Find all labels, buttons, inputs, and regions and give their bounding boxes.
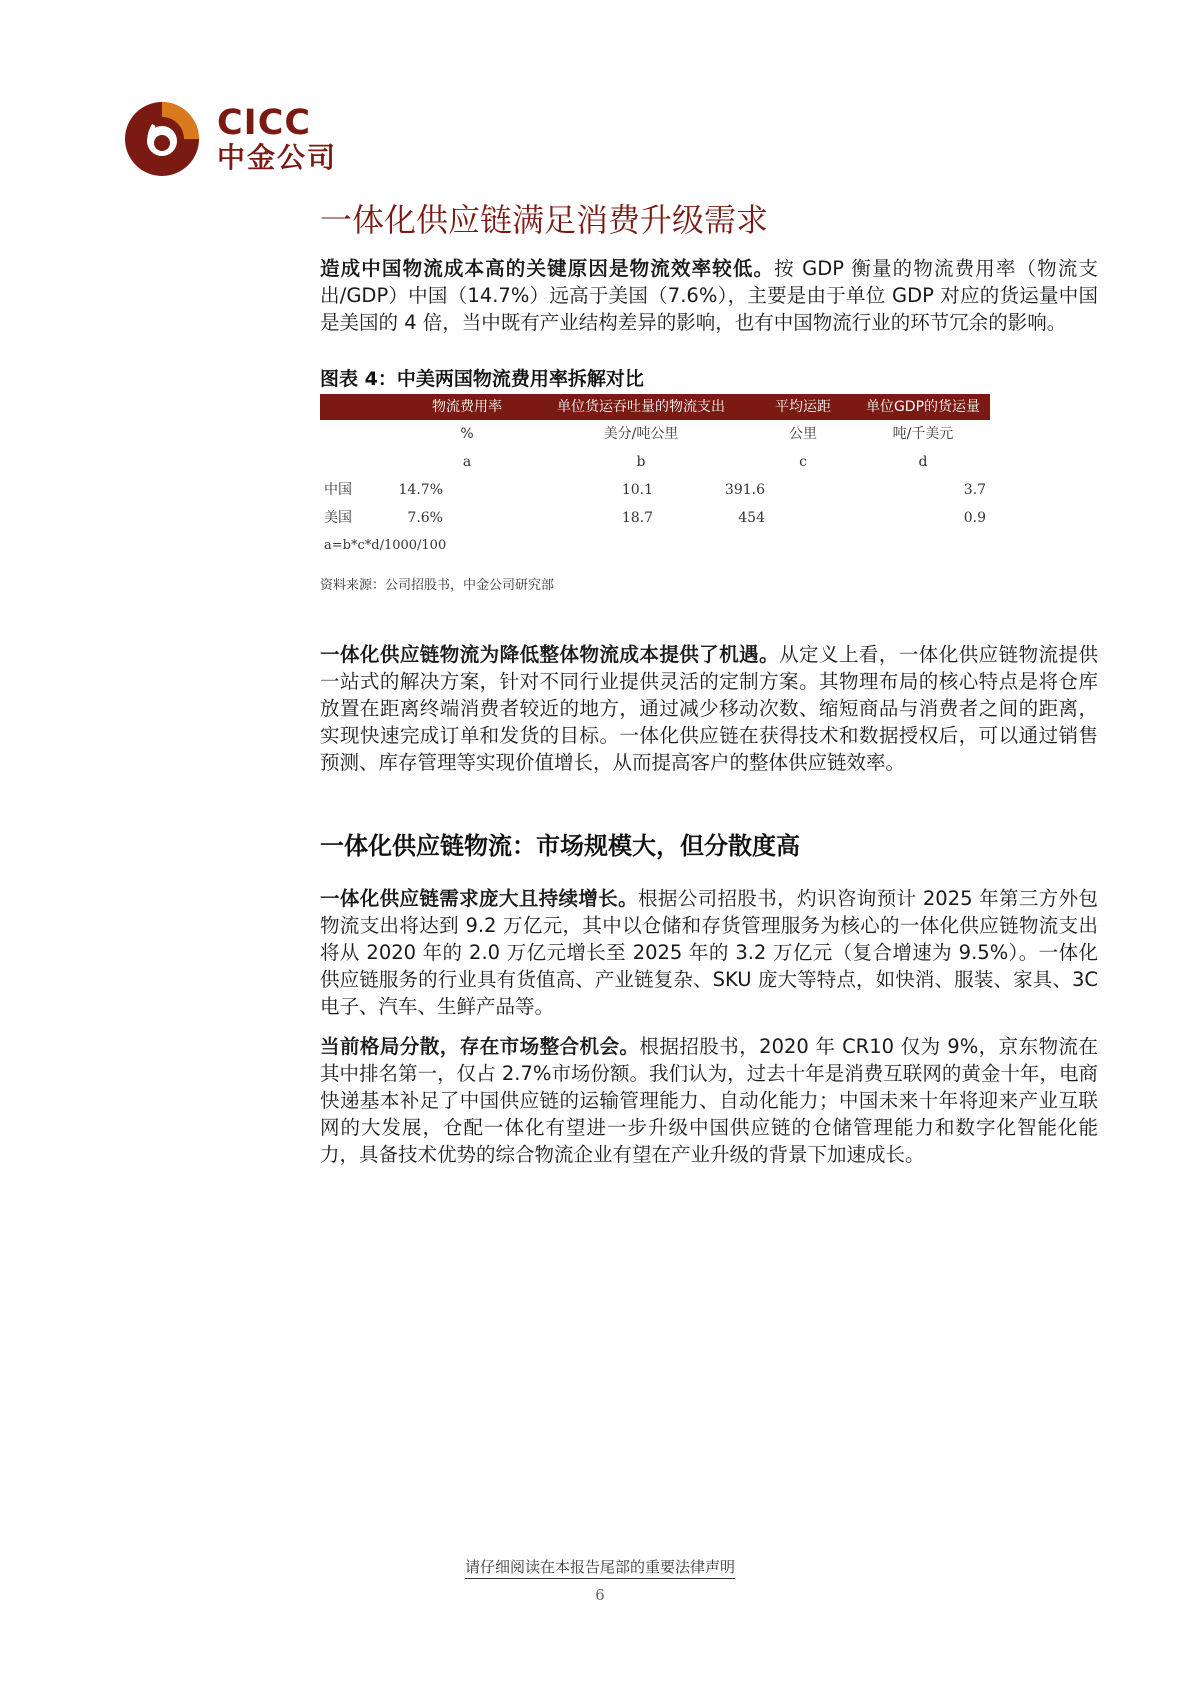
paragraph-2-body: 从定义上看，一体化供应链物流提供一站式的解决方案，针对不同行业提供灵活的定制方案。其物理布局的核心特点是将仓库放置在距离终端消费者较近的地方，通过减少移动次数、缩短商品与消费者之间的距离，实现快速完成订单和发货的目标。一体化供应链在获得技术和数据授权后，可以通过销售预测、库存管理等实现价值增长，从而提高客户的整体供应链效率。 (320, 643, 1098, 774)
figure-title: 图表 4：中美两国物流费用率拆解对比 (320, 368, 644, 390)
paragraph-3 (320, 885, 1098, 1020)
legal-notice-link: 请仔细阅读在本报告尾部的重要法律声明 (465, 1558, 735, 1579)
subsection-title: 一体化供应链物流：市场规模大，但分散度高 (320, 832, 800, 860)
table-row-china (320, 476, 990, 504)
page-number: 6 (595, 1586, 605, 1604)
paragraph-2 (320, 641, 1098, 776)
cicc-coin-icon (124, 101, 200, 177)
unit-cell: 美分/吨公里 (603, 426, 679, 442)
row-label: 中国 (324, 482, 352, 498)
formula-note: a=b*c*d/1000/100 (324, 538, 447, 553)
paragraph-1-lead: 造成中国物流成本高的关键原因是物流效率较低。 (320, 257, 775, 280)
table-formula-row (320, 532, 990, 560)
header-freight-per-gdp: 单位GDP的货运量 (865, 399, 981, 415)
letter-cell: a (462, 454, 472, 470)
header-avg-distance: 平均运距 (775, 399, 831, 415)
letter-cell: d (918, 454, 928, 470)
table-letters-row (320, 448, 990, 476)
table-cell: 3.7 (963, 482, 986, 498)
table-cell: 14.7% (398, 482, 443, 498)
paragraph-3-lead: 一体化供应链需求庞大且持续增长。 (320, 887, 639, 910)
table-units-row (320, 420, 990, 448)
paragraph-1 (320, 255, 1098, 336)
table-cell: 7.6% (407, 510, 443, 526)
figure-source: 资料来源：公司招股书，中金公司研究部 (320, 578, 555, 593)
legal-notice (0, 1557, 1200, 1577)
table-cell: 18.7 (621, 510, 653, 526)
table-cell: 391.6 (724, 482, 765, 498)
table-cell: 10.1 (621, 482, 653, 498)
unit-cell: % (460, 426, 474, 442)
header-logistics-cost-rate: 物流费用率 (432, 399, 502, 415)
paragraph-1-body: 按 GDP 衡量的物流费用率（物流支出/GDP）中国（14.7%）远高于美国（7.6%），主要是由于单位 GDP 对应的货运量中国是美国的 4 倍，当中既有产业结构差异的影响，也有中国物流行业的环节冗余的影响。 (320, 257, 1098, 334)
header-cost-per-ton-km: 单位货运吞吐量的物流支出 (557, 399, 725, 415)
logo-text-en: CICC (217, 103, 312, 143)
table-cell: 0.9 (963, 510, 986, 526)
cicc-logo (124, 101, 354, 183)
table-header-row (320, 394, 990, 420)
paragraph-4-body: 根据招股书，2020 年 CR10 仅为 9%，京东物流在其中排名第一，仅占 2.7%市场份额。我们认为，过去十年是消费互联网的黄金十年，电商快递基本补足了中国供应链的运输管理能力、自动化能力；中国未来十年将迎来产业互联网的大发展，仓配一体化有望进一步升级中国供应链的仓储管理能力和数字化智能化能力，具备技术优势的综合物流企业有望在产业升级的背景下加速成长。 (320, 1035, 1098, 1166)
comparison-table (320, 394, 990, 560)
paragraph-4-lead: 当前格局分散，存在市场整合机会。 (320, 1035, 640, 1058)
paragraph-4 (320, 1033, 1098, 1168)
section-title: 一体化供应链满足消费升级需求 (320, 201, 769, 239)
unit-cell: 吨/千美元 (892, 426, 954, 442)
row-label: 美国 (324, 510, 352, 526)
table-cell: 454 (738, 510, 765, 526)
paragraph-2-lead: 一体化供应链物流为降低整体物流成本提供了机遇。 (320, 643, 780, 666)
logo-text-cn: 中金公司 (217, 141, 338, 174)
table-row-usa (320, 504, 990, 532)
unit-cell: 公里 (789, 426, 817, 442)
letter-cell: b (636, 454, 646, 470)
paragraph-3-body: 根据公司招股书，灼识咨询预计 2025 年第三方外包物流支出将达到 9.2 万亿元，其中以仓储和存货管理服务为核心的一体化供应链物流支出将从 2020 年的 2.0 万亿元增长至 2025 年的 3.2 万亿元（复合增速为 9.5%）。一体化供应链服务的行业具有货值高、产业链复杂、SKU 庞大等特点，如快消、服装、家具、3C 电子、汽车、生鲜产品等。 (320, 887, 1098, 1018)
letter-cell: c (799, 454, 807, 470)
